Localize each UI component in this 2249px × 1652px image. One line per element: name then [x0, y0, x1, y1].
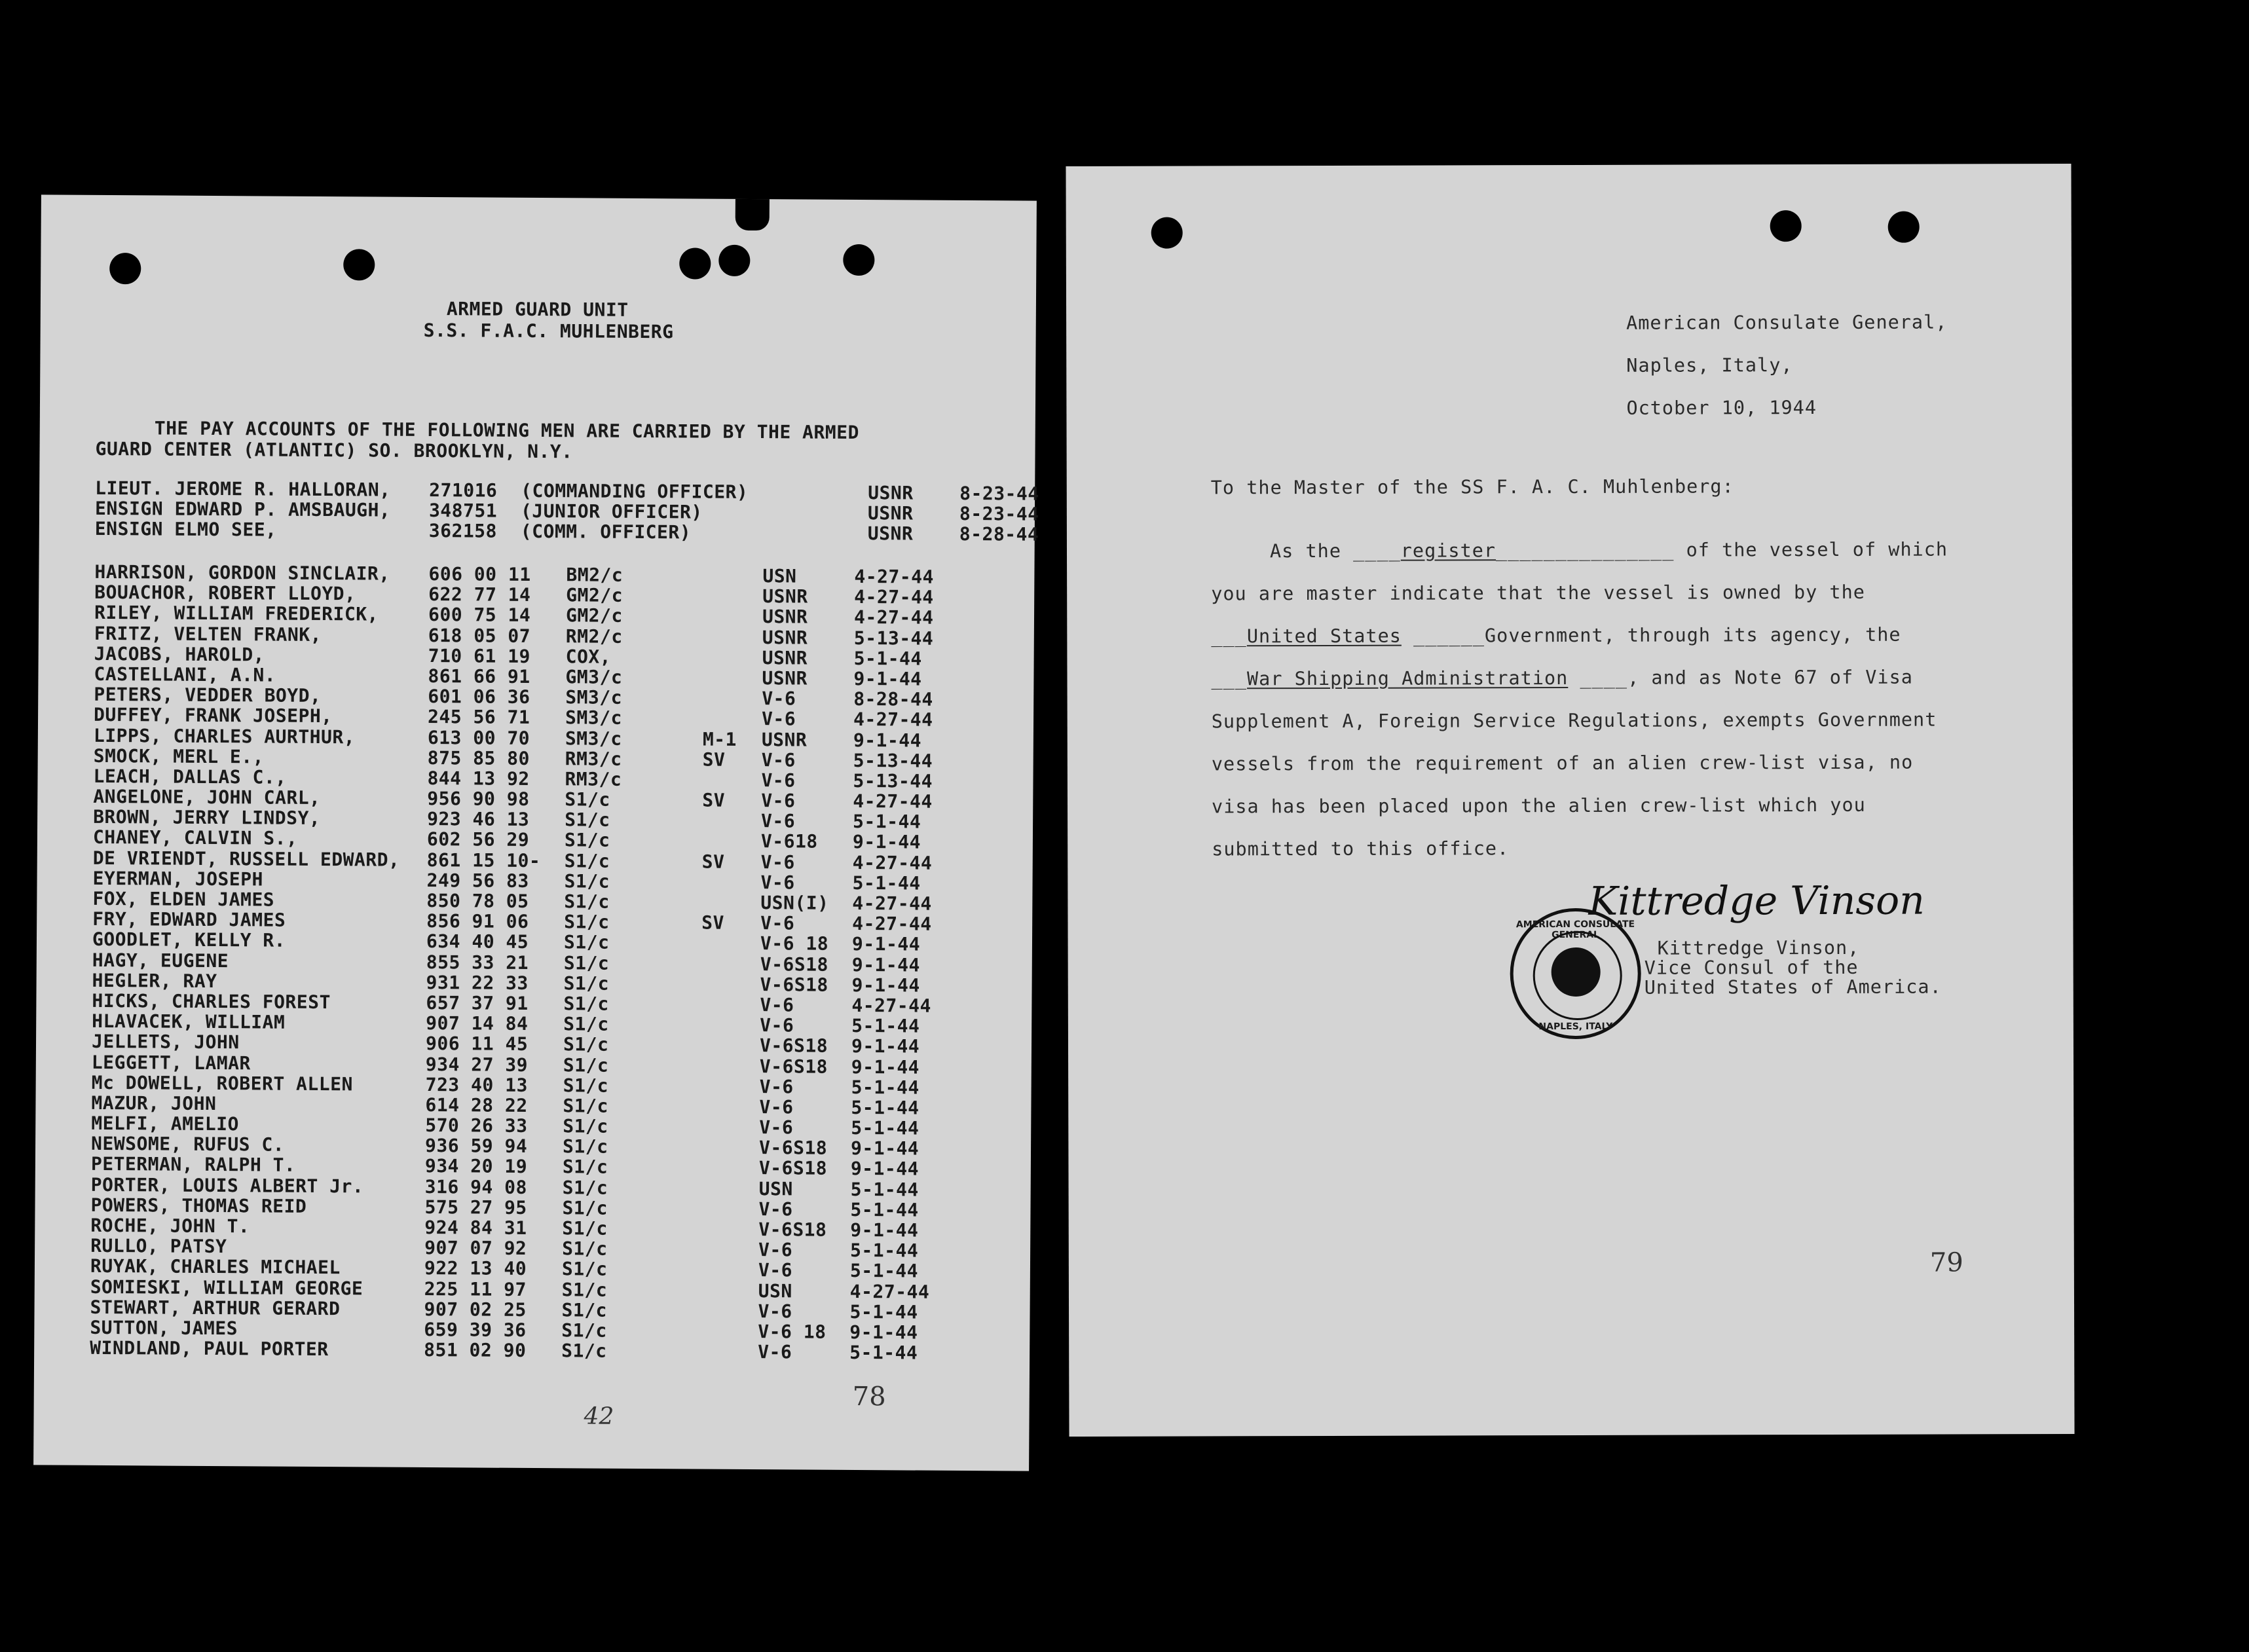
seal-text-bottom: NAPLES, ITALY [1538, 1021, 1613, 1033]
crew-name: POWERS, THOMAS REID [90, 1194, 307, 1217]
classification: V-6 [760, 912, 795, 934]
notation [703, 627, 762, 648]
signer-title: Vice Consul of the [1644, 956, 1859, 979]
date: 9-1-44 [850, 1137, 920, 1160]
rate: S1/c [565, 788, 610, 811]
service-number: 723 40 13 [425, 1073, 528, 1096]
classification: V-6 18 [758, 1321, 827, 1343]
notation [702, 811, 761, 832]
rate: S1/c [564, 911, 610, 933]
service-number: 657 37 91 [426, 991, 529, 1014]
notation [703, 566, 762, 587]
rate: S1/c [563, 993, 609, 1015]
service-number: 271016 [429, 479, 498, 502]
classification: V-6 [760, 851, 795, 873]
crew-name: SUTTON, JAMES [90, 1316, 238, 1340]
notation [702, 831, 761, 852]
notation [703, 606, 762, 627]
date: 5-1-44 [853, 811, 921, 833]
service-number: 861 66 91 [428, 665, 530, 688]
service-number: 606 00 11 [428, 562, 531, 585]
date: 5-1-44 [849, 1260, 919, 1282]
classification: V-6S18 [759, 1035, 828, 1057]
classification: USNR [762, 585, 808, 608]
rate: S1/c [562, 1176, 608, 1199]
classification: V-6S18 [758, 1137, 828, 1159]
notation [701, 1055, 760, 1076]
address-line-2: Naples, Italy, [1626, 354, 1793, 376]
notation [699, 1321, 758, 1342]
date: 5-1-44 [853, 647, 922, 670]
crew-name: GOODLET, KELLY R. [92, 928, 286, 952]
consulate-seal [1510, 908, 1641, 1040]
date: 9-1-44 [851, 933, 921, 955]
notation [703, 586, 762, 607]
crew-name: EYERMAN, JOSEPH [92, 867, 264, 890]
crew-name: DE VRIENDT, RUSSELL EDWARD, [92, 847, 400, 871]
service-number: 570 26 33 [425, 1114, 528, 1137]
owner-field: United States [1246, 625, 1402, 648]
officer-role: (COMMANDING OFFICER) [521, 479, 749, 503]
crew-name: HLAVACEK, WILLIAM [92, 1010, 286, 1033]
crew-name: WINDLAND, PAUL PORTER [90, 1336, 329, 1361]
officer-role: (JUNIOR OFFICER) [520, 500, 703, 523]
rate: S1/c [563, 1115, 608, 1137]
notation [701, 953, 760, 974]
date: 4-27-44 [853, 708, 933, 731]
crew-name: FRY, EDWARD JAMES [92, 908, 286, 931]
classification: V-6 [761, 790, 796, 812]
date: 5-1-44 [850, 1239, 919, 1262]
classification: V-6 [761, 769, 796, 792]
service-number: 844 13 92 [427, 767, 530, 790]
service-number: 923 46 13 [427, 808, 530, 831]
crew-name: LEACH, DALLAS C., [93, 765, 287, 788]
service-number: 922 13 40 [424, 1257, 527, 1280]
classification: V-6S18 [759, 1055, 828, 1078]
classification: V-6 [762, 688, 796, 710]
notation: SV [701, 911, 724, 934]
date: 5-1-44 [851, 1015, 920, 1037]
torn-edge-mark [735, 199, 770, 230]
crew-name: ANGELONE, JOHN CARL, [93, 785, 321, 809]
classification: USNR [867, 523, 914, 545]
classification: V-6 [759, 1075, 794, 1098]
right-document-page [1066, 164, 2074, 1437]
crew-name: HEGLER, RAY [92, 969, 217, 992]
crew-name: RUYAK, CHARLES MICHAEL [90, 1255, 341, 1279]
classification: USNR [868, 482, 914, 504]
service-number: 618 05 07 [428, 624, 531, 647]
service-number: 602 56 29 [426, 828, 530, 851]
service-number: 855 33 21 [426, 951, 529, 974]
notation [699, 1300, 758, 1321]
crew-name: ROCHE, JOHN T. [90, 1214, 250, 1238]
date: 4-27-44 [852, 913, 932, 935]
date: 5-1-44 [850, 1198, 919, 1221]
address-line-1: American Consulate General, [1626, 311, 1948, 334]
classification: USNR [762, 626, 808, 649]
page-number: 78 [852, 1381, 886, 1412]
date: 4-27-44 [853, 606, 934, 629]
rate: S1/c [561, 1278, 608, 1301]
notation [699, 1260, 758, 1281]
crew-name: Mc DOWELL, ROBERT ALLEN [91, 1071, 353, 1095]
rate: GM2/c [565, 604, 623, 627]
service-number: 614 28 22 [425, 1093, 528, 1116]
crew-name: STEWART, ARTHUR GERARD [90, 1296, 341, 1319]
rate: RM3/c [565, 768, 622, 790]
crew-name: PETERMAN, RALPH T. [90, 1153, 296, 1177]
officer-role: (COMM. OFFICER) [520, 521, 692, 543]
crew-name: NEWSOME, RUFUS C. [90, 1133, 285, 1156]
date: 8-28-44 [959, 523, 1039, 546]
classification: USN [758, 1279, 792, 1302]
punch-hole [1888, 211, 1920, 243]
intro-line-1: THE PAY ACCOUNTS OF THE FOLLOWING MEN ARE CARRIED BY THE ARMED [154, 417, 860, 444]
crew-name: CHANEY, CALVIN S., [92, 826, 298, 850]
agency-field: War Shipping Administration [1246, 667, 1569, 690]
body-line-3: ___United States ______Government, through its agency, the [1211, 623, 1901, 648]
body-line-6: vessels from the requirement of an alien crew-list visa, no [1211, 751, 1914, 775]
rate: S1/c [563, 1033, 609, 1056]
rate: S1/c [562, 1156, 608, 1179]
service-number: 850 78 05 [426, 889, 529, 912]
date: 4-27-44 [854, 586, 934, 608]
service-number: 622 77 14 [428, 583, 531, 606]
officer-name: LIEUT. JEROME R. HALLORAN, [95, 477, 391, 501]
rate: S1/c [564, 890, 610, 913]
notation [699, 1219, 758, 1240]
salutation: To the Master of the SS F. A. C. Muhlenberg: [1210, 475, 1734, 499]
classification: USNR [762, 646, 808, 669]
crew-name: SMOCK, MERL E., [93, 744, 265, 768]
crew-name: SOMIESKI, WILLIAM GEORGE [90, 1276, 363, 1299]
eagle-emblem-icon [1552, 947, 1601, 997]
service-number: 906 11 45 [425, 1033, 529, 1055]
crew-name: JACOBS, HAROLD, [94, 642, 265, 666]
service-number: 710 61 19 [428, 644, 530, 667]
rate: S1/c [561, 1258, 608, 1281]
heading-line-1: ARMED GUARD UNIT [446, 298, 629, 321]
classification: USNR [762, 606, 808, 628]
crew-name: RILEY, WILLIAM FREDERICK, [94, 602, 379, 625]
date: 5-13-44 [853, 749, 933, 772]
service-number: 600 75 14 [428, 604, 531, 627]
notation [701, 872, 760, 892]
classification: V-6 [760, 994, 794, 1016]
classification: V-6 [759, 1095, 794, 1118]
service-number: 907 14 84 [426, 1012, 529, 1035]
classification: V-6 [760, 871, 795, 894]
classification: USN [758, 1177, 793, 1200]
rate: S1/c [562, 1135, 608, 1158]
classification: V-6 [758, 1198, 793, 1221]
notation [703, 708, 762, 729]
classification: USN [762, 565, 797, 587]
crew-name: FRITZ, VELTEN FRANK, [94, 622, 322, 646]
classification: USNR [761, 728, 808, 751]
body-line-1: As the ____register_______________ of the vessel of which [1269, 538, 1948, 562]
crew-name: PETERS, VEDDER BOYD, [94, 684, 322, 707]
classification: V-6 [761, 748, 796, 771]
crew-name: HAGY, EUGENE [92, 949, 229, 972]
date: 9-1-44 [851, 953, 921, 976]
body-line-2: you are master indicate that the vessel is owned by the [1211, 581, 1865, 605]
rate: S1/c [563, 931, 610, 954]
rate: SM3/c [565, 727, 622, 750]
notation: SV [702, 748, 726, 771]
service-number: 225 11 97 [424, 1277, 527, 1300]
signature-script: Kittredge Vinson [1588, 877, 1925, 925]
classification: V-6 [758, 1259, 793, 1281]
notation: SV [702, 789, 726, 811]
service-number: 613 00 70 [427, 726, 530, 749]
date: 8-23-44 [959, 482, 1039, 505]
notation [700, 1096, 759, 1117]
service-number: 924 84 31 [424, 1216, 527, 1239]
handwritten-number: 42 [584, 1403, 614, 1430]
date: 5-1-44 [851, 1117, 920, 1139]
classification: V-618 [760, 830, 818, 853]
crew-name: LEGGETT, LAMAR [91, 1051, 251, 1074]
date: 9-1-44 [852, 831, 921, 854]
notation [700, 1117, 759, 1138]
date: 9-1-44 [851, 1055, 920, 1078]
date: 9-1-44 [853, 667, 922, 690]
crew-name: JELLETS, JOHN [91, 1031, 240, 1054]
date: 4-27-44 [851, 994, 932, 1017]
date: 5-1-44 [851, 1076, 920, 1099]
crew-list [90, 562, 952, 1363]
rate: S1/c [564, 849, 610, 872]
date: 4-27-44 [853, 790, 933, 813]
punch-hole [718, 245, 750, 276]
notation [700, 1158, 759, 1179]
date: 5-1-44 [850, 1178, 919, 1201]
date: 9-1-44 [850, 1158, 920, 1181]
punch-hole [109, 253, 141, 284]
service-number: 851 02 90 [424, 1339, 527, 1362]
signer-name: Kittredge Vinson, [1657, 936, 1860, 959]
seal-text-top: AMERICAN CONSULATE GENERAL [1515, 919, 1635, 941]
rate: S1/c [563, 1074, 609, 1097]
classification: V-6 18 [760, 932, 829, 955]
officer-name: ENSIGN EDWARD P. AMSBAUGH, [94, 498, 391, 521]
rate: S1/c [563, 972, 610, 995]
service-number: 659 39 36 [424, 1318, 527, 1341]
crew-name: CASTELLANI, A.N. [94, 663, 276, 686]
date: 9-1-44 [853, 729, 922, 752]
body-line-4: ___War Shipping Administration ____, and as Note 67 of Visa [1211, 666, 1913, 690]
rate: S1/c [564, 829, 610, 852]
classification: V-6S18 [760, 973, 828, 996]
date: 4-27-44 [854, 565, 935, 588]
service-number: 856 91 06 [426, 910, 529, 933]
rate: S1/c [565, 809, 610, 831]
service-number: 907 07 92 [424, 1237, 527, 1260]
service-number: 348751 [428, 500, 498, 522]
notation [701, 994, 760, 1015]
notation [700, 1178, 759, 1199]
notation [701, 892, 760, 913]
date: 9-1-44 [851, 1035, 920, 1057]
classification: V-6 [758, 1300, 792, 1323]
date: 5-13-44 [853, 627, 934, 650]
rate: S1/c [563, 1054, 609, 1076]
crew-name: BOUACHOR, ROBERT LLOYD, [94, 581, 356, 605]
date: 8-28-44 [853, 688, 933, 710]
date: 9-1-44 [851, 974, 920, 997]
crew-name: BROWN, JERRY LINDSY, [93, 806, 321, 830]
classification: V-6S18 [758, 1219, 827, 1241]
date: 5-1-44 [851, 1096, 920, 1119]
notation [703, 667, 762, 688]
notation [699, 1198, 758, 1219]
rate: RM2/c [565, 625, 623, 648]
rate: S1/c [562, 1238, 608, 1260]
rate: S1/c [561, 1340, 607, 1362]
service-number: 634 40 45 [426, 930, 529, 953]
punch-hole [843, 244, 874, 276]
crew-row [90, 1338, 948, 1363]
punch-hole [1770, 210, 1802, 242]
rate: S1/c [563, 1013, 609, 1035]
rate: BM2/c [566, 564, 623, 586]
service-number: 861 15 10- [426, 849, 541, 872]
notation [699, 1342, 758, 1363]
notation [699, 1280, 758, 1301]
service-number: 601 06 36 [428, 686, 530, 708]
classification: V-6S18 [758, 1157, 828, 1180]
crew-name: MAZUR, JOHN [91, 1092, 217, 1114]
notation [702, 769, 761, 790]
crew-name: FOX, ELDEN JAMES [92, 887, 275, 911]
date: 5-1-44 [849, 1342, 918, 1364]
crew-name: HARRISON, GORDON SINCLAIR, [94, 560, 390, 585]
service-number: 907 02 25 [424, 1298, 527, 1321]
notation [699, 1239, 758, 1260]
officer-name: ENSIGN ELMO SEE, [94, 518, 277, 541]
notation [703, 688, 762, 709]
rate: GM3/c [565, 666, 623, 688]
classification: USNR [867, 502, 914, 524]
service-number: 934 27 39 [425, 1053, 529, 1076]
date: 9-1-44 [849, 1321, 918, 1344]
page-number: 79 [1929, 1247, 1963, 1278]
notation [701, 1076, 760, 1097]
crew-name: RULLO, PATSY [90, 1235, 227, 1258]
service-number: 956 90 98 [427, 788, 530, 811]
rate: COX, [565, 646, 612, 668]
rate: GM2/c [566, 584, 623, 606]
rate: S1/c [562, 1197, 608, 1219]
classification: V-6S18 [760, 953, 829, 976]
crew-name: HICKS, CHARLES FOREST [92, 989, 331, 1014]
classification: V-6 [760, 1014, 794, 1037]
body-line-8: submitted to this office. [1212, 837, 1510, 860]
signer-country: United States of America. [1644, 976, 1942, 999]
service-number: 575 27 95 [424, 1196, 527, 1219]
service-number: 245 56 71 [427, 706, 530, 729]
notation [701, 933, 760, 954]
service-number: 936 59 94 [424, 1135, 528, 1158]
crew-name: MELFI, AMELIO [91, 1112, 240, 1135]
classification: V-6 [761, 708, 796, 730]
rate: S1/c [561, 1319, 607, 1342]
punch-hole [1151, 217, 1183, 249]
date: 5-1-44 [849, 1300, 918, 1323]
punch-hole [679, 248, 711, 279]
notation [701, 1015, 760, 1036]
crew-name: LIPPS, CHARLES AURTHUR, [93, 724, 356, 748]
notation [701, 1035, 760, 1056]
service-number: 934 20 19 [424, 1155, 528, 1178]
notation [700, 1137, 759, 1158]
service-number: 316 94 08 [424, 1175, 528, 1198]
classification: USNR [762, 667, 808, 689]
rate: SM3/c [565, 707, 622, 729]
left-document-page [33, 194, 1037, 1471]
officer-list [95, 478, 1058, 545]
service-number: 931 22 33 [426, 971, 529, 994]
notation [701, 974, 760, 995]
classification: V-6 [761, 810, 796, 832]
date: 4-27-44 [852, 892, 932, 915]
classification: V-6 [758, 1341, 792, 1363]
service-number: 249 56 83 [426, 869, 529, 892]
classification: V-6 [759, 1116, 794, 1139]
rate: S1/c [561, 1299, 608, 1321]
date: 4-27-44 [849, 1280, 930, 1303]
body-line-5: Supplement A, Foreign Service Regulations, exempts Government [1211, 708, 1937, 733]
crew-name: PORTER, LOUIS ALBERT Jr. [90, 1173, 364, 1198]
notation: SV [701, 851, 725, 873]
classification: V-6 [758, 1239, 793, 1261]
rate: S1/c [564, 870, 610, 892]
body-line-7: visa has been placed upon the alien crew-list which you [1211, 794, 1866, 818]
date: 8-23-44 [959, 503, 1039, 525]
crew-name: DUFFEY, FRANK JOSEPH, [93, 704, 333, 727]
rate: RM3/c [565, 747, 622, 770]
date: 5-13-44 [853, 769, 933, 792]
rate: S1/c [562, 1217, 608, 1239]
service-number: 362158 [428, 520, 498, 543]
date: 5-1-44 [852, 872, 921, 894]
service-number: 875 85 80 [427, 746, 530, 769]
notation: M-1 [702, 728, 737, 750]
heading-line-2: S.S. F.A.C. MUHLENBERG [423, 319, 674, 343]
vessel-document-field: register [1400, 540, 1496, 562]
rate: SM3/c [565, 686, 623, 708]
date: 4-27-44 [852, 851, 933, 874]
classification: USN(I) [760, 892, 829, 914]
notation [703, 647, 762, 668]
intro-line-2: GUARD CENTER (ATLANTIC) SO. BROOKLYN, N.Y. [95, 437, 573, 463]
date: 9-1-44 [850, 1219, 919, 1241]
punch-hole [343, 249, 375, 280]
rate: S1/c [563, 1095, 608, 1117]
letter-date: October 10, 1944 [1626, 397, 1817, 419]
rate: S1/c [563, 951, 610, 974]
